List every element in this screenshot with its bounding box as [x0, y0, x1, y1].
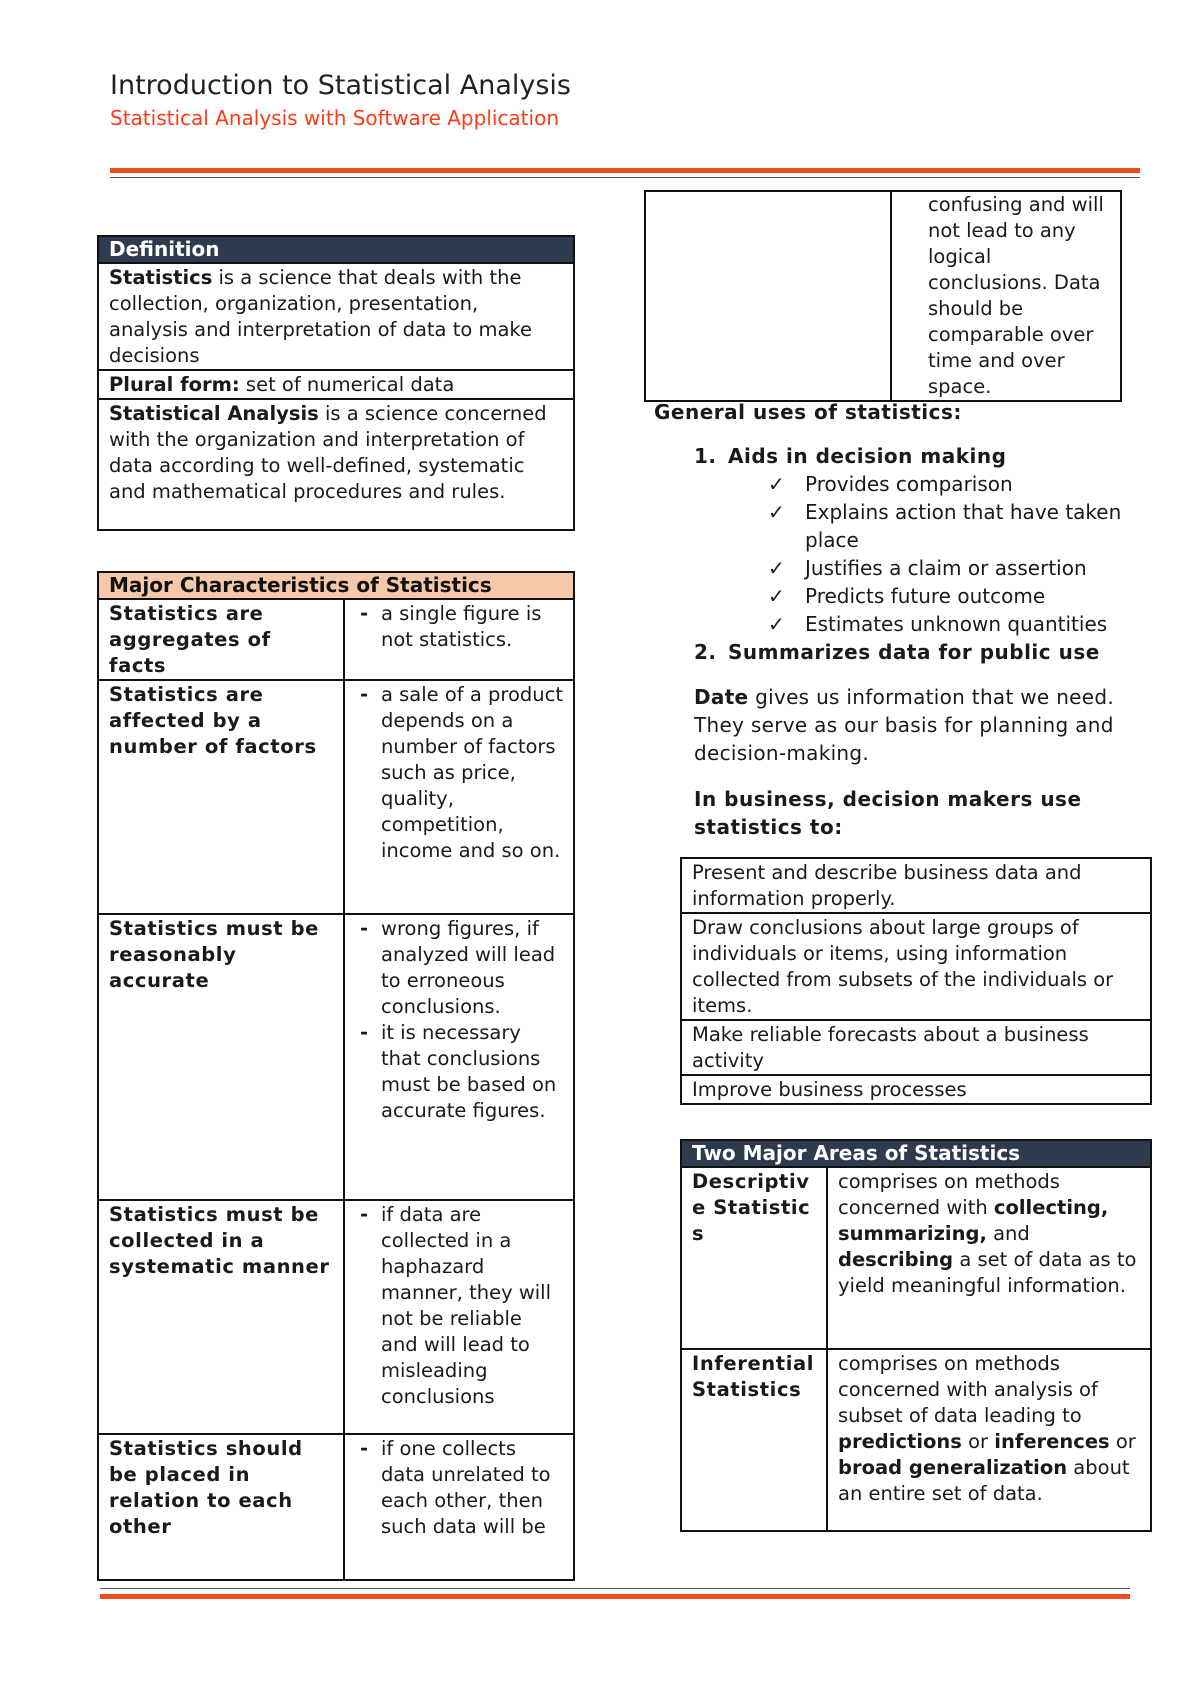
uses-check-list: [768, 470, 1164, 638]
area-text: and: [986, 1222, 1030, 1245]
uses-check-text: Justifies a claim or assertion: [805, 556, 1087, 580]
area-bold-text: describing: [838, 1248, 954, 1271]
area-description-inferential: [827, 1349, 1151, 1531]
area-bold-text: broad generalization: [838, 1456, 1068, 1479]
uses-check-item: [768, 470, 1164, 498]
uses-check-item: [768, 610, 1164, 638]
characteristic-notes: [344, 1434, 574, 1580]
definition-table: [97, 235, 575, 531]
business-row: Draw conclusions about large groups of individuals or items, using information collected from subsets of the individuals or items.: [681, 913, 1151, 1020]
business-row: Make reliable forecasts about a business activity: [681, 1020, 1151, 1075]
uses-item: [694, 638, 1164, 666]
business-heading: In business, decision makers use statistics to:: [694, 787, 1082, 839]
areas-heading: Two Major Areas of Statistics: [681, 1140, 1151, 1167]
uses-check-item: [768, 582, 1164, 610]
area-text: a set of data as to yield meaningful information.: [838, 1248, 1137, 1297]
check-icon: ✓: [768, 500, 785, 524]
business-table: [680, 857, 1152, 1105]
definition-statistics-text: is a science that deals with the collection, organization, presentation, analysis and interpretation of data to make decisions: [109, 266, 533, 367]
footer-rule-thick: [100, 1594, 1130, 1599]
definition-analysis: [98, 399, 574, 530]
area-bold-text: collecting,: [993, 1196, 1109, 1219]
page-title: Introduction to Statistical Analysis: [110, 70, 572, 101]
characteristics-heading: Major Characteristics of Statistics: [98, 572, 574, 599]
uses-check-text: Explains action that have taken place: [805, 500, 1122, 552]
characteristic-note: - a single figure is not statistics.: [355, 601, 563, 653]
characteristic-note: - if one collects data unrelated to each other, then such data will be: [355, 1436, 563, 1540]
uses-item-number: 1.: [694, 444, 717, 468]
uses-check-item: [768, 498, 1164, 554]
check-icon: ✓: [768, 612, 785, 636]
continuation-text: confusing and will not lead to any logical conclusions. Data should be comparable over time and over space.: [891, 191, 1121, 401]
uses-check-text: Estimates unknown quantities: [805, 612, 1108, 636]
characteristic-name: Statistics must be reasonably accurate: [98, 914, 344, 1200]
uses-check-item: [768, 554, 1164, 582]
area-name-inferential: Inferential Statistics: [681, 1349, 827, 1531]
business-row: Improve business processes: [681, 1075, 1151, 1104]
header-rule-thick: [110, 168, 1140, 173]
definition-plural-text: set of numerical data: [239, 373, 455, 396]
characteristic-notes: [344, 680, 574, 914]
characteristic-note: - a sale of a product depends on a number of factors such as price, quality, competition, income and so on.: [355, 682, 563, 864]
characteristic-name: Statistics should be placed in relation to each other: [98, 1434, 344, 1580]
characteristic-notes: [344, 599, 574, 680]
uses-check-text: Predicts future outcome: [805, 584, 1046, 608]
area-name-descriptive: Descriptive Statistics: [681, 1167, 827, 1349]
characteristic-notes: [344, 914, 574, 1200]
area-text: comprises on methods concerned with: [838, 1170, 1060, 1219]
term-statistical-analysis: Statistical Analysis: [109, 402, 319, 425]
term-statistics: Statistics: [109, 266, 213, 289]
area-bold-text: predictions: [838, 1430, 962, 1453]
check-icon: ✓: [768, 584, 785, 608]
footer-rule-thin: [100, 1588, 1130, 1589]
uses-item-label: Aids in decision making: [728, 444, 1007, 468]
uses-item-number: 2.: [694, 640, 717, 664]
uses-item-label: Summarizes data for public use: [728, 640, 1100, 664]
business-row: Present and describe business data and information properly.: [681, 858, 1151, 913]
uses-check-text: Provides comparison: [805, 472, 1013, 496]
definition-analysis-text: is a science concerned with the organization and interpretation of data according to well-defined, systematic and mathematical procedures and rules.: [109, 402, 547, 503]
characteristic-note: - if data are collected in a haphazard manner, they will not be reliable and will lead to misleading conclusions: [355, 1202, 563, 1410]
continuation-empty-cell: [645, 191, 891, 401]
general-uses-list: [694, 442, 1164, 666]
term-date: Date: [694, 685, 749, 709]
term-plural: Plural form:: [109, 373, 240, 396]
date-paragraph-text: gives us information that we need. They serve as our basis for planning and decision-making.: [694, 685, 1115, 765]
area-text: comprises on methods concerned with analysis of subset of data leading to: [838, 1352, 1098, 1427]
area-text: or: [1109, 1430, 1136, 1453]
area-text: or: [961, 1430, 995, 1453]
characteristic-notes: [344, 1200, 574, 1434]
general-uses-heading: General uses of statistics:: [654, 400, 962, 424]
characteristic-note: - wrong figures, if analyzed will lead to erroneous conclusions.: [355, 916, 563, 1020]
area-description-descriptive: [827, 1167, 1151, 1349]
characteristic-name: Statistics must be collected in a systematic manner: [98, 1200, 344, 1434]
characteristic-name: Statistics are aggregates of facts: [98, 599, 344, 680]
area-bold-text: inferences: [994, 1430, 1110, 1453]
date-paragraph: [694, 683, 1164, 767]
characteristic-note: - it is necessary that conclusions must be based on accurate figures.: [355, 1020, 563, 1124]
page-subtitle: Statistical Analysis with Software Application: [110, 106, 559, 130]
definition-plural: [98, 370, 574, 399]
header-rule-thin: [110, 177, 1140, 178]
area-text: about an entire set of data.: [838, 1456, 1130, 1505]
characteristics-table: [97, 571, 575, 1581]
check-icon: ✓: [768, 472, 785, 496]
areas-table: [680, 1139, 1152, 1532]
check-icon: ✓: [768, 556, 785, 580]
area-bold-text: summarizing,: [838, 1222, 987, 1245]
definition-heading: Definition: [98, 236, 574, 263]
continuation-table: [644, 190, 1122, 402]
characteristic-name: Statistics are affected by a number of factors: [98, 680, 344, 914]
definition-statistics: [98, 263, 574, 370]
uses-item: [694, 442, 1164, 470]
